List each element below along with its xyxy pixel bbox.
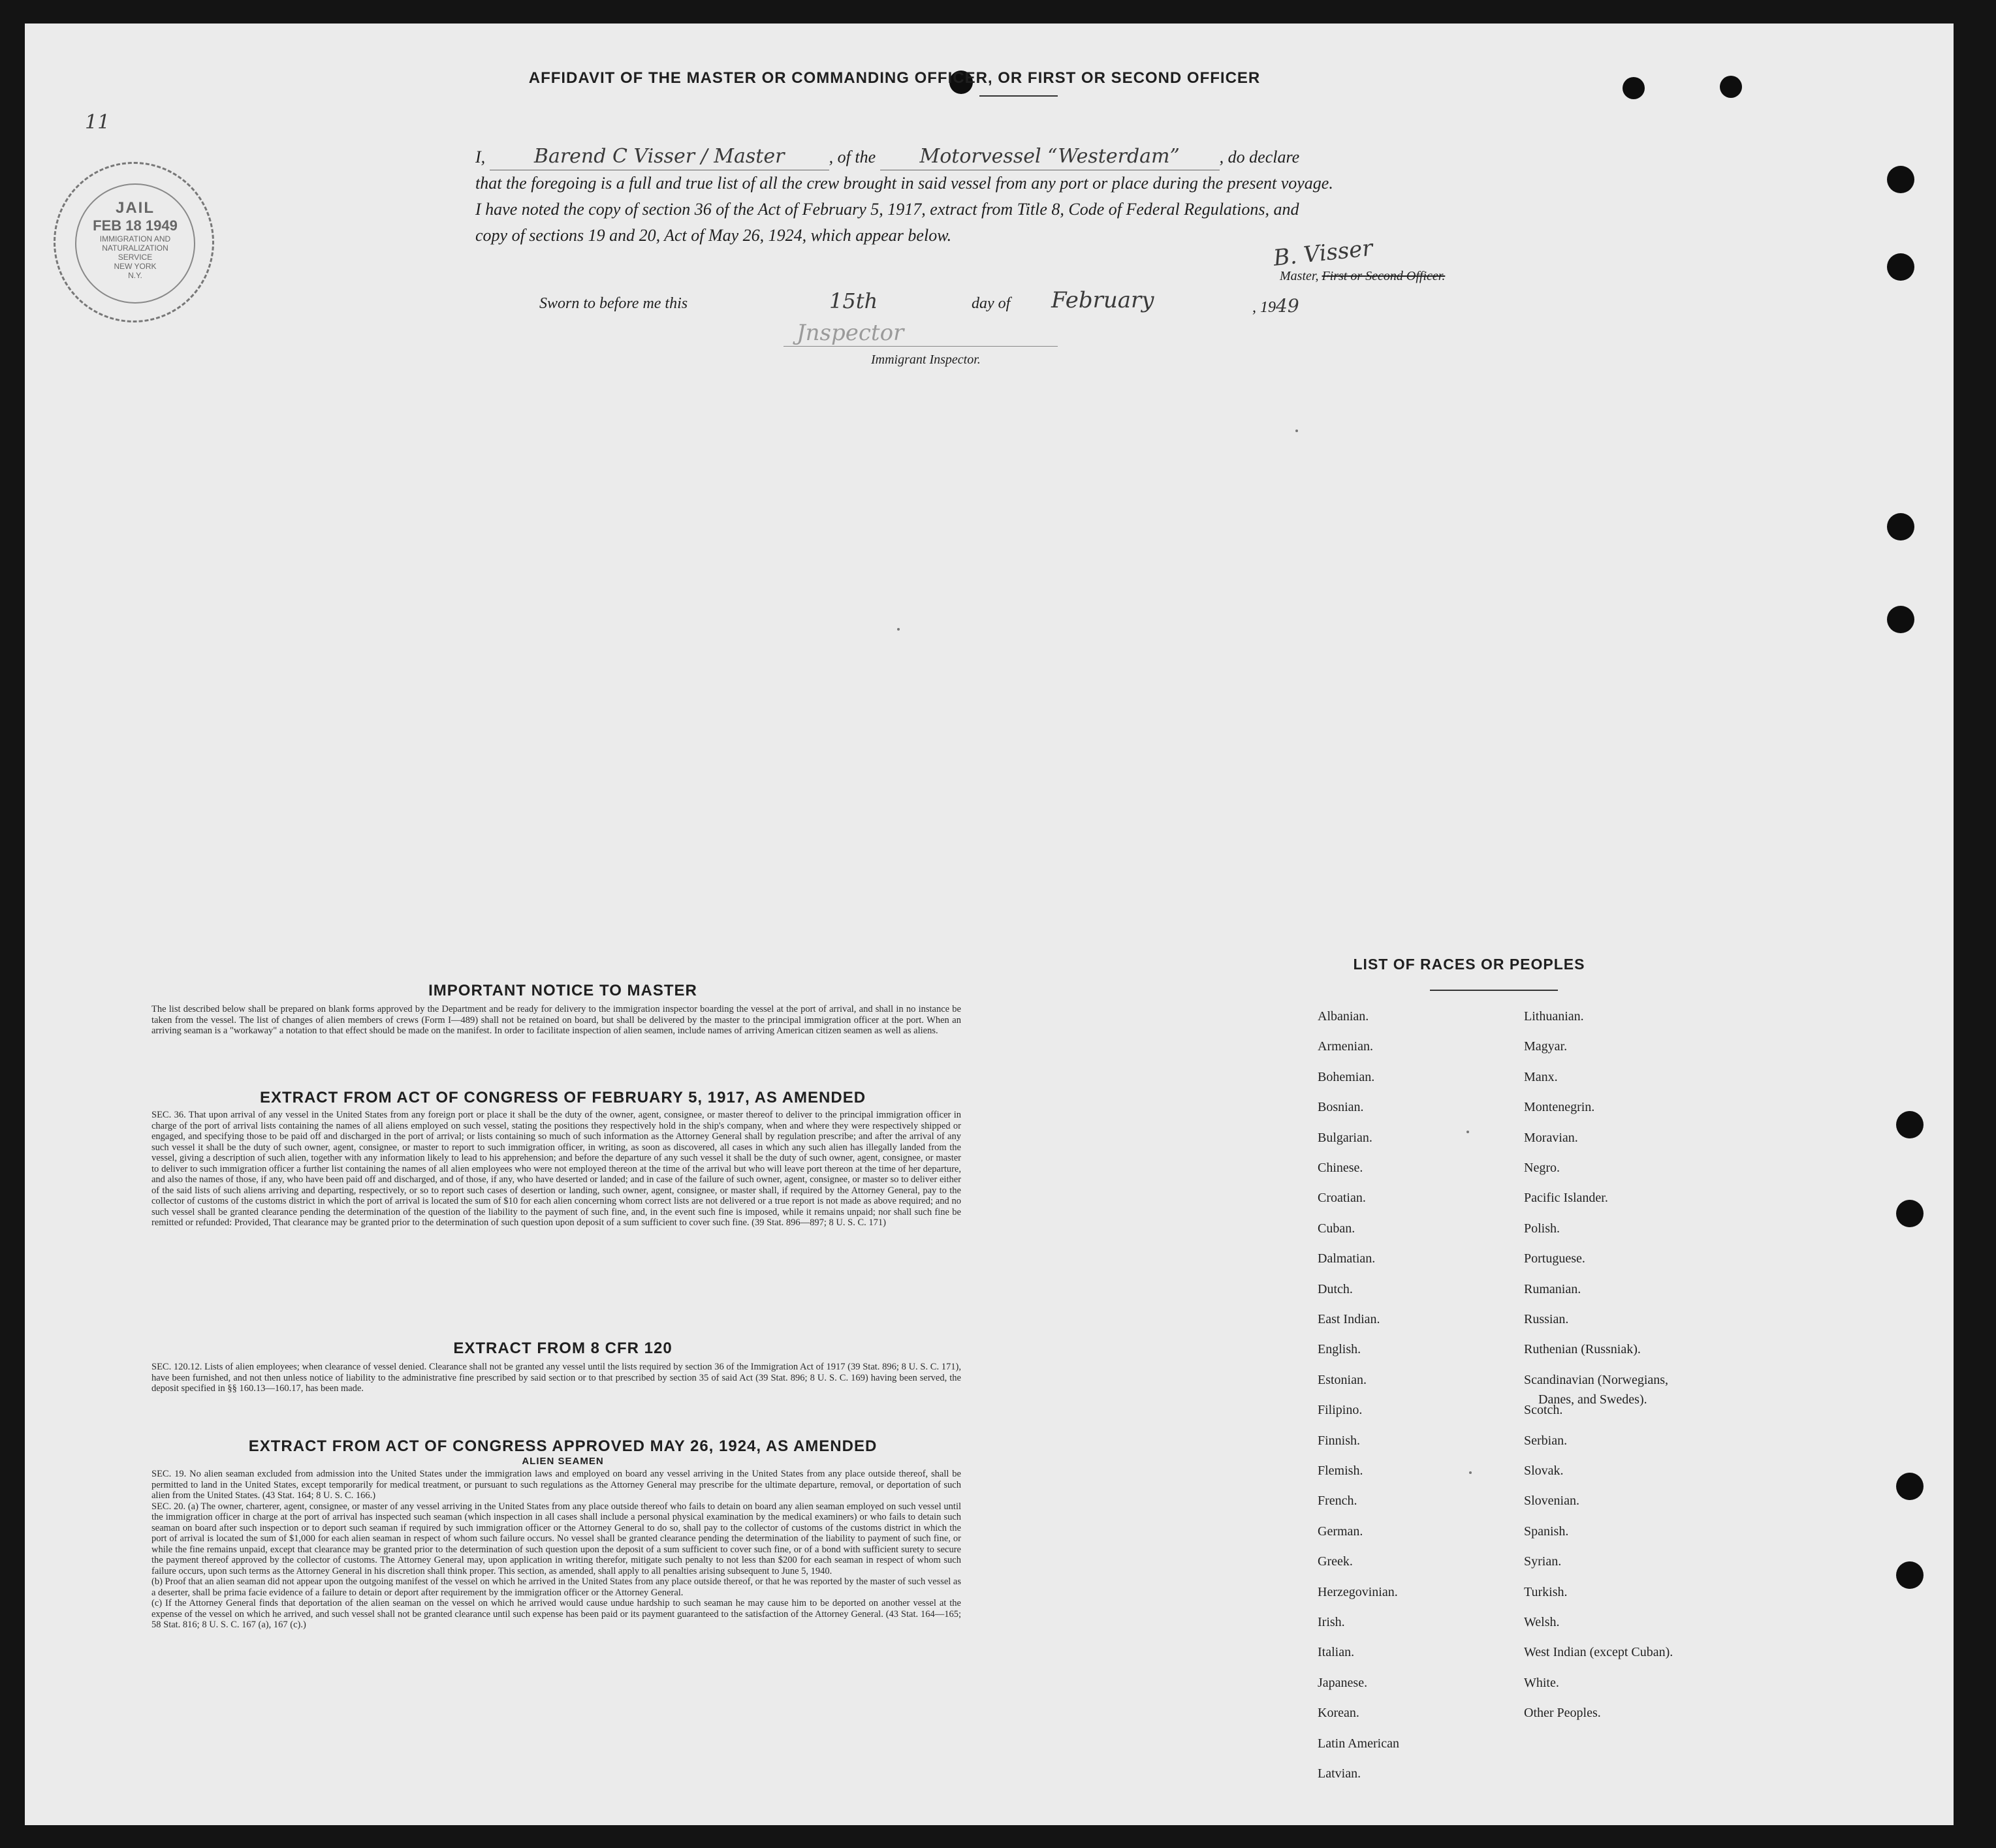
declaration-line-2: that the foregoing is a full and true list of all the crew brought in said vessel from any port or place during the present voyage. [475, 174, 1333, 193]
race-item: Slovak. [1524, 1464, 1564, 1478]
race-item: Magyar. [1524, 1039, 1568, 1054]
race-item: Latin American [1318, 1736, 1399, 1751]
punch-hole [1887, 166, 1914, 193]
punch-hole [1887, 606, 1914, 633]
race-item: Greek. [1318, 1554, 1353, 1569]
vessel-name-handwritten: Motorvessel “Westerdam” [880, 144, 1220, 170]
punch-hole [1896, 1111, 1924, 1138]
races-title-rule [1430, 990, 1558, 991]
margin-mark: 11 [85, 111, 110, 134]
race-item: Italian. [1318, 1645, 1355, 1660]
day-of-label: day of [972, 295, 1011, 312]
race-item: White. [1524, 1675, 1559, 1690]
race-item: Japanese. [1318, 1675, 1368, 1690]
race-item: Syrian. [1524, 1554, 1562, 1569]
speck [1466, 1131, 1469, 1133]
race-item: Slovenian. [1524, 1494, 1579, 1509]
race-item: Bohemian. [1318, 1069, 1375, 1084]
affidavit-title: AFFIDAVIT OF THE MASTER OR COMMANDING OFFICER, OR FIRST OR SECOND OFFICER [528, 69, 1261, 87]
inspector-label: Immigrant Inspector. [871, 352, 981, 367]
race-item: Irish. [1318, 1615, 1345, 1629]
race-item: Turkish. [1524, 1584, 1568, 1599]
race-item: English. [1318, 1342, 1361, 1357]
race-item: Lithuanian. [1524, 1009, 1584, 1024]
punch-hole [1896, 1473, 1924, 1500]
race-item: Scandinavian (Norwegians, [1524, 1372, 1669, 1387]
race-item: Russian. [1524, 1312, 1569, 1326]
race-item: Manx. [1524, 1069, 1558, 1084]
declaration-text [475, 144, 1533, 249]
punch-hole [1896, 1200, 1924, 1227]
punch-hole [1896, 1561, 1924, 1589]
race-item: Dutch. [1318, 1281, 1353, 1296]
race-item: Montenegrin. [1524, 1100, 1595, 1115]
race-item: Croatian. [1318, 1191, 1366, 1206]
race-item: Estonian. [1318, 1372, 1367, 1387]
title-rule [979, 95, 1058, 97]
declaration-line-4: copy of sections 19 and 20, Act of May 26, 1924, which appear below. [475, 226, 952, 245]
sworn-year-handwritten: 49 [1276, 295, 1299, 317]
extract-1917-body: SEC. 36. That upon arrival of any vessel in the United States from any foreign port or place it shall be the duty of the owner, agent, consignee, or master thereof to deliver to the principal immigration officer in charge of the port of arrival lists containing the names of all aliens employed on such vessel, stating the positions they respectively hold in the ship's company, when and where they were respectively shipped or engaged, and specifying those to be paid off and discharged in the port of arrival; or lists containing so much of such information as the Attorney General shall by regulation prescribe; and after the arrival of any such vessel it shall be the duty of such owner, agent, consignee, or master to report to such immigration officer, in writing, as soon as discovered, all cases in which any such alien has illegally landed from the vessel, giving a description of such alien, together with any information likely to lead to his apprehension; and before the departure of any such vessel it shall be the duty of such owner, agent, consignee, or master to deliver to such immigration officer a further list containing the names of all alien employees who were not employed thereon at the time of the arrival but who will leave port thereon at the time of her departure, and also the names of those, if any, who have been paid off and discharged, and of those, if any, who have deserted or landed; and in case of the failure of such owner, agent, consignee, or master so to deliver either of the said lists of such aliens arriving and departing, respectively, or so to report such cases of desertion or landing, such owner, agent, consignee, or master shall, if required by the Attorney General, pay to the collector of customs of the customs district in which the port of arrival is located the sum of $10 for each alien concerning whom correct lists are not delivered or a true report is not made as above required; and no such vessel shall be granted clearance pending the determination of the question of the liability to the payment of such fine, and, in the event such fine is imposed, while it remains unpaid; nor shall such fine be remitted or refunded: Provided, That clearance may be granted prior to the determination of such question upon deposit of a sum sufficient to cover such fine. (39 Stat. 896—897; 8 U. S. C. 171) [151, 1110, 961, 1228]
race-item: Bulgarian. [1318, 1130, 1372, 1145]
punch-hole [1623, 77, 1645, 99]
race-item: Dalmatian. [1318, 1251, 1376, 1266]
sworn-text: Sworn to before me this [539, 295, 688, 312]
race-item: Scotch. [1524, 1403, 1563, 1418]
declaration-line-3: I have noted the copy of section 36 of the Act of February 5, 1917, extract from Title 8, Code of Federal Regulations, and [475, 200, 1299, 219]
race-item: French. [1318, 1494, 1357, 1509]
notice-body: The list described below shall be prepared on blank forms approved by the Department and be ready for delivery to the immigration inspector boarding the vessel at the port of arrival, and shall in no instance be taken from the vessel. The list of changes of alien members of crews (Form I—489) shall not be retained on board, but shall be delivered by the master to the principal immigration officer at the port. When an arriving seaman is a "workaway" a notation to that effect should be made on the manifest. In order to facilitate inspection of alien seamen, include names of arriving American citizen seamen as well as aliens. [151, 1004, 961, 1036]
extract-cfr-body: SEC. 120.12. Lists of alien employees; when clearance of vessel denied. Clearance shall not be granted any vessel until the lists required by section 36 of the Immigration Act of 1917 (39 Stat. 896; 8 U. S. C. 171), have been furnished, and not then unless notice of liability to the administrative fine prescribed by said section or to that prescribed by section 35 of said Act (39 Stat. 896; 8 U. S. C. 169) having been served, the deposit specified in §§ 160.13—160.17, has been made. [151, 1362, 961, 1394]
race-item: Latvian. [1318, 1766, 1361, 1781]
speck [897, 628, 900, 631]
race-item: Filipino. [1318, 1403, 1363, 1418]
race-item: Spanish. [1524, 1524, 1569, 1539]
race-item: Chinese. [1318, 1161, 1363, 1175]
race-item: East Indian. [1318, 1312, 1380, 1326]
sworn-month-handwritten: February [1051, 287, 1154, 313]
race-item: Korean. [1318, 1706, 1359, 1721]
race-item: Negro. [1524, 1161, 1560, 1175]
race-item: Pacific Islander. [1524, 1191, 1608, 1206]
notice-title: IMPORTANT NOTICE TO MASTER [428, 982, 697, 999]
declaration-line-1: I, Barend C Visser / Master , of the Motorvessel “Westerdam” , do declare [475, 144, 1533, 170]
extract-1924-subtitle: ALIEN SEAMEN [522, 1456, 604, 1467]
punch-hole [1887, 513, 1914, 540]
race-item: German. [1318, 1524, 1363, 1539]
race-item: Portuguese. [1524, 1251, 1585, 1266]
extract-1917-title: EXTRACT FROM ACT OF CONGRESS OF FEBRUARY 5, 1917, AS AMENDED [259, 1089, 866, 1106]
race-item: Welsh. [1524, 1615, 1560, 1629]
race-item: Finnish. [1318, 1433, 1361, 1448]
extract-1924-body: SEC. 19. No alien seaman excluded from admission into the United States under the immigration laws and employed on board any vessel arriving in the United States from any place outside thereof, shall be permitted to land in the United States, except temporarily for medical treatment, or pursuant to such regulations as the Attorney General may prescribe for the ultimate departure, removal, or deportation of such alien from the United States. (43 Stat. 164; 8 U. S. C. 166.) SEC. 20. (a) The owner, charterer, agent, consignee, or master of any vessel arriving in the United States from any place outside thereof who fails to detain on board any alien seaman employed on such vessel until the immigration officer in charge at the port of arrival has inspected such seaman (which inspection in all cases shall include a personal physical examination by the medical examiners) or who fails to detain such seaman on board after such inspection or to deport such seaman if required by such immigration officer or the Attorney General to do so, shall pay to the collector of customs of the customs district in which the port of arrival is located the sum of $1,000 for each alien seaman in respect of whom such failure occurs. No vessel shall be granted clearance pending the determination of the liability to payment of such fine, or while the fine remains unpaid, except that clearance may be granted prior to the determination of such question upon the deposit of a sum sufficient to cover such fine, or of a bond with sufficient surety to secure the payment thereof approved by the collector of customs. The Attorney General may, upon application in writing therefor, mitigate such penalty to not less than $200 for each seaman in respect of whom such failure occurs, upon such terms as the Attorney General in his discretion shall think proper. This section, as amended, shall apply to all penalties arising subsequent to June 5, 1940. (b) Proof that an alien seaman did not appear upon the outgoing manifest of the vessel on which he arrived in the United States from any place outside thereof, or that he was reported by the master of such vessel as a deserter, shall be prima facie evidence of a failure to detain or deport after requirement by the immigration officer or the Attorney General. (c) If the Attorney General finds that deportation of the alien seaman on the vessel on which he arrived would cause undue hardship to such seaman he may cause him to be deported on another vessel at the expense of the vessel on which he arrived, and such vessel shall not be granted clearance until such expense has been paid or its payment guaranteed to the satisfaction of the Attorney General. (43 Stat. 164—165; 58 Stat. 816; 8 U. S. C. 167 (a), 167 (c).) [151, 1469, 961, 1630]
race-item: Rumanian. [1524, 1281, 1581, 1296]
race-item: Flemish. [1318, 1464, 1363, 1478]
speck [1469, 1471, 1472, 1474]
speck [1295, 430, 1298, 432]
extract-cfr-title: EXTRACT FROM 8 CFR 120 [453, 1339, 673, 1357]
received-stamp [54, 162, 214, 322]
extract-1924-title: EXTRACT FROM ACT OF CONGRESS APPROVED MAY 26, 1924, AS AMENDED [248, 1437, 878, 1455]
stamp-center: JAIL FEB 18 1949 IMMIGRATION AND NATURALIZATION SERVICE NEW YORK N.Y. [75, 183, 195, 304]
race-item: Cuban. [1318, 1221, 1355, 1236]
punch-hole [1720, 76, 1742, 98]
race-item: Polish. [1524, 1221, 1560, 1236]
signature-label: Master, First or Second Officer. [1280, 269, 1446, 283]
race-item: Ruthenian (Russniak). [1524, 1342, 1641, 1357]
year-prefix: , 1949 [1252, 295, 1299, 317]
master-name-handwritten: Barend C Visser / Master [490, 144, 829, 170]
race-item: Other Peoples. [1524, 1706, 1601, 1721]
race-item: Serbian. [1524, 1433, 1568, 1448]
inspector-signature: Jnspector [797, 320, 904, 346]
race-item: West Indian (except Cuban). [1524, 1645, 1673, 1660]
race-item: Bosnian. [1318, 1100, 1364, 1115]
race-item: Danes, and Swedes). [1538, 1392, 1647, 1407]
races-title: LIST OF RACES OR PEOPLES [1353, 956, 1585, 973]
race-item: Moravian. [1524, 1130, 1578, 1145]
sworn-day-handwritten: 15th [829, 289, 878, 313]
inspector-line [784, 346, 1058, 347]
master-signature: B. Visser [1272, 235, 1374, 272]
race-item: Albanian. [1318, 1009, 1369, 1024]
punch-hole [1887, 253, 1914, 281]
race-item: Armenian. [1318, 1039, 1373, 1054]
race-item: Herzegovinian. [1318, 1584, 1398, 1599]
